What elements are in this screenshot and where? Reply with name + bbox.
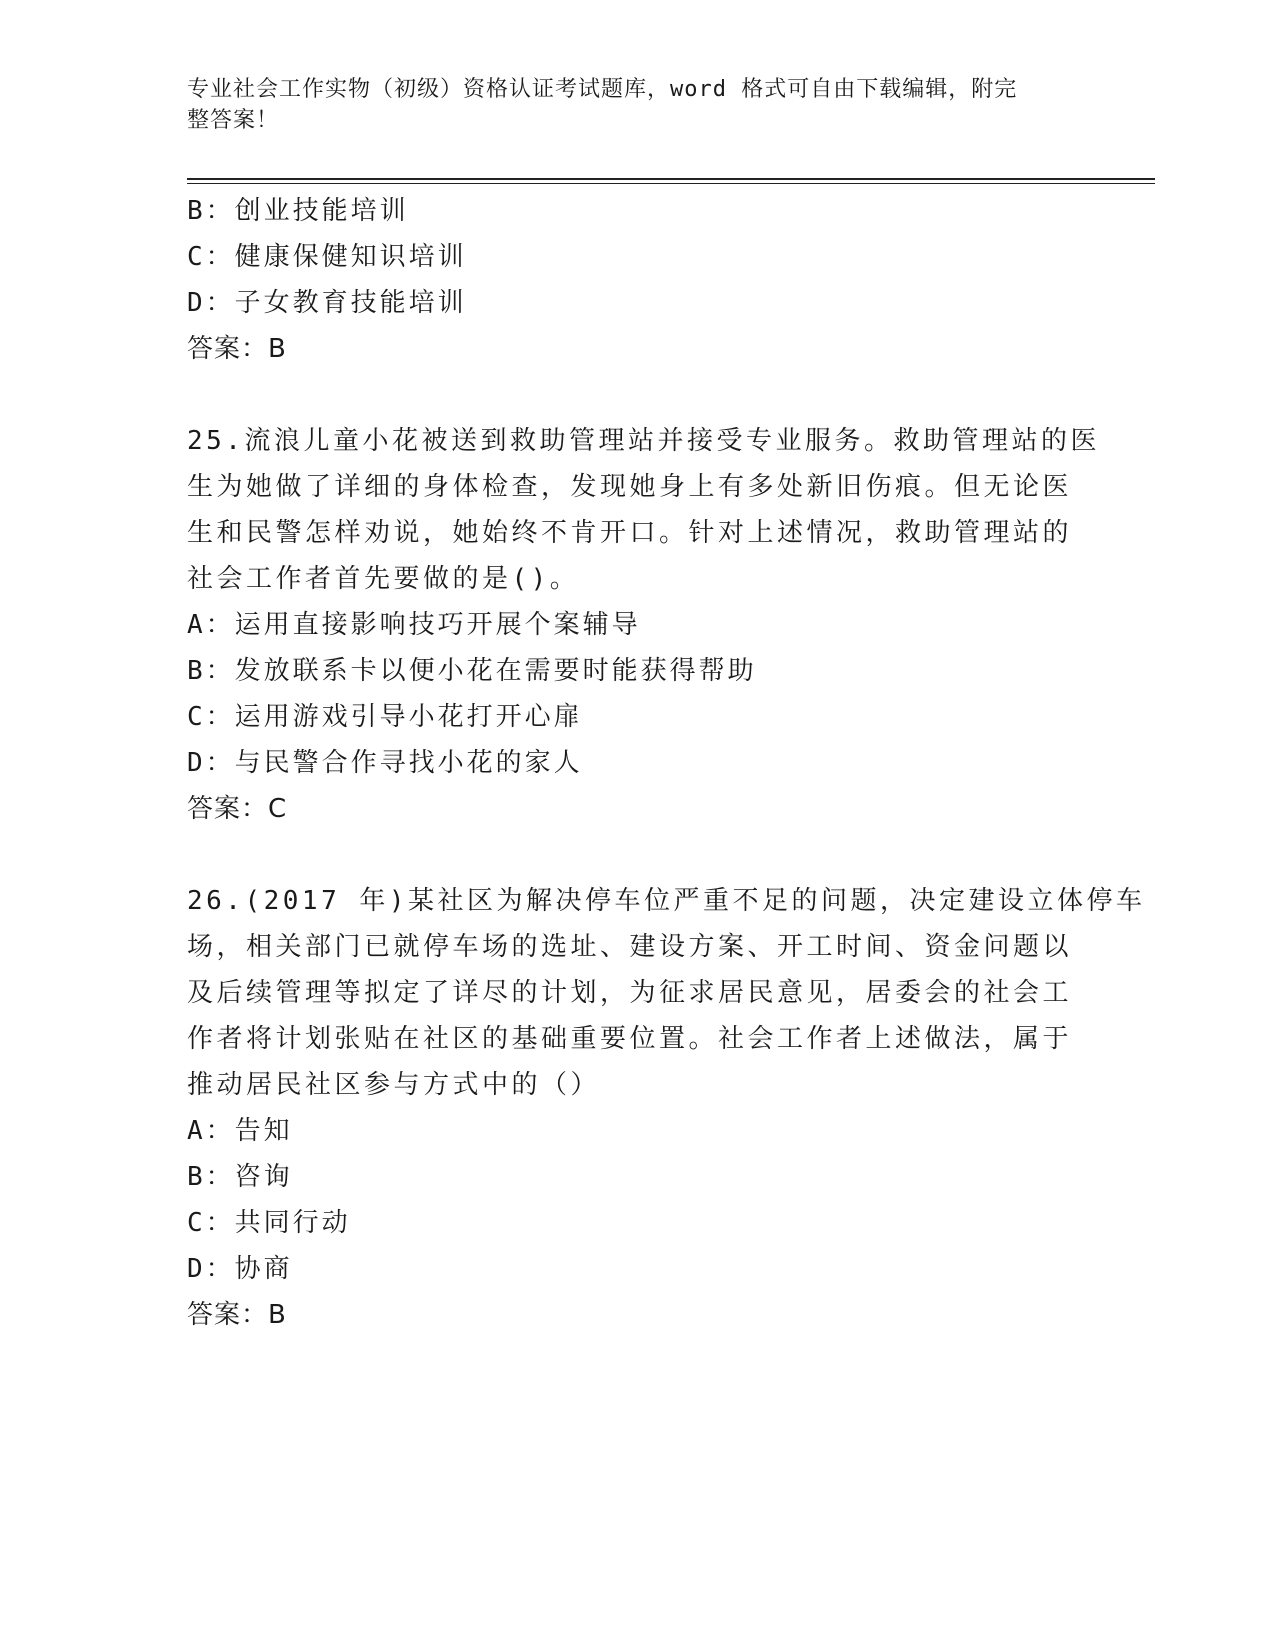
stem-line: 及后续管理等拟定了详尽的计划，为征求居民意见，居委会的社会工 [187, 978, 1073, 1008]
option-c: C：健康保健知识培训 [187, 242, 467, 272]
stem-line: 推动居民社区参与方式中的（） [187, 1070, 601, 1100]
question-24-continued [187, 188, 1087, 372]
stem-line: 生为她做了详细的身体检查，发现她身上有多处新旧伤痕。但无论医 [187, 472, 1073, 502]
header-line-2: 整答案！ [187, 108, 280, 133]
spacer [187, 372, 1087, 418]
stem-line: 场，相关部门已就停车场的选址、建设方案、开工时间、资金问题以 [187, 932, 1073, 962]
document-header [187, 74, 1077, 136]
stem-line: 生和民警怎样劝说，她始终不肯开口。针对上述情况，救助管理站的 [187, 518, 1073, 548]
question-25 [187, 418, 1100, 832]
option-d: D：与民警合作寻找小花的家人 [187, 748, 583, 778]
spacer [187, 832, 1087, 878]
option-b: B：创业技能培训 [187, 196, 409, 226]
stem-line: 25.流浪儿童小花被送到救助管理站并接受专业服务。救助管理站的医 [187, 426, 1100, 456]
option-a: A：告知 [187, 1116, 293, 1146]
stem-line: 26.(2017 年)某社区为解决停车位严重不足的问题，决定建设立体停车 [187, 886, 1146, 916]
option-b: B：发放联系卡以便小花在需要时能获得帮助 [187, 656, 757, 686]
option-d: D：子女教育技能培训 [187, 288, 467, 318]
header-divider-thick [187, 178, 1155, 180]
question-stem [187, 878, 1146, 1108]
answer-line: 答案：B [187, 334, 287, 364]
option-c: C：共同行动 [187, 1208, 351, 1238]
stem-line: 作者将计划张贴在社区的基础重要位置。社会工作者上述做法，属于 [187, 1024, 1073, 1054]
answer-line: 答案：C [187, 794, 288, 824]
option-b: B：咨询 [187, 1162, 293, 1192]
answer-line: 答案：B [187, 1300, 287, 1330]
option-c: C：运用游戏引导小花打开心扉 [187, 702, 583, 732]
option-a: A：运用直接影响技巧开展个案辅导 [187, 610, 641, 640]
header-line-1: 专业社会工作实物（初级）资格认证考试题库，word 格式可自由下载编辑，附完 [187, 77, 1018, 102]
question-content [187, 188, 1146, 1338]
question-26 [187, 878, 1146, 1338]
header-divider-thin [187, 183, 1155, 184]
stem-line: 社会工作者首先要做的是()。 [187, 564, 580, 594]
option-d: D：协商 [187, 1254, 293, 1284]
question-stem [187, 418, 1100, 602]
